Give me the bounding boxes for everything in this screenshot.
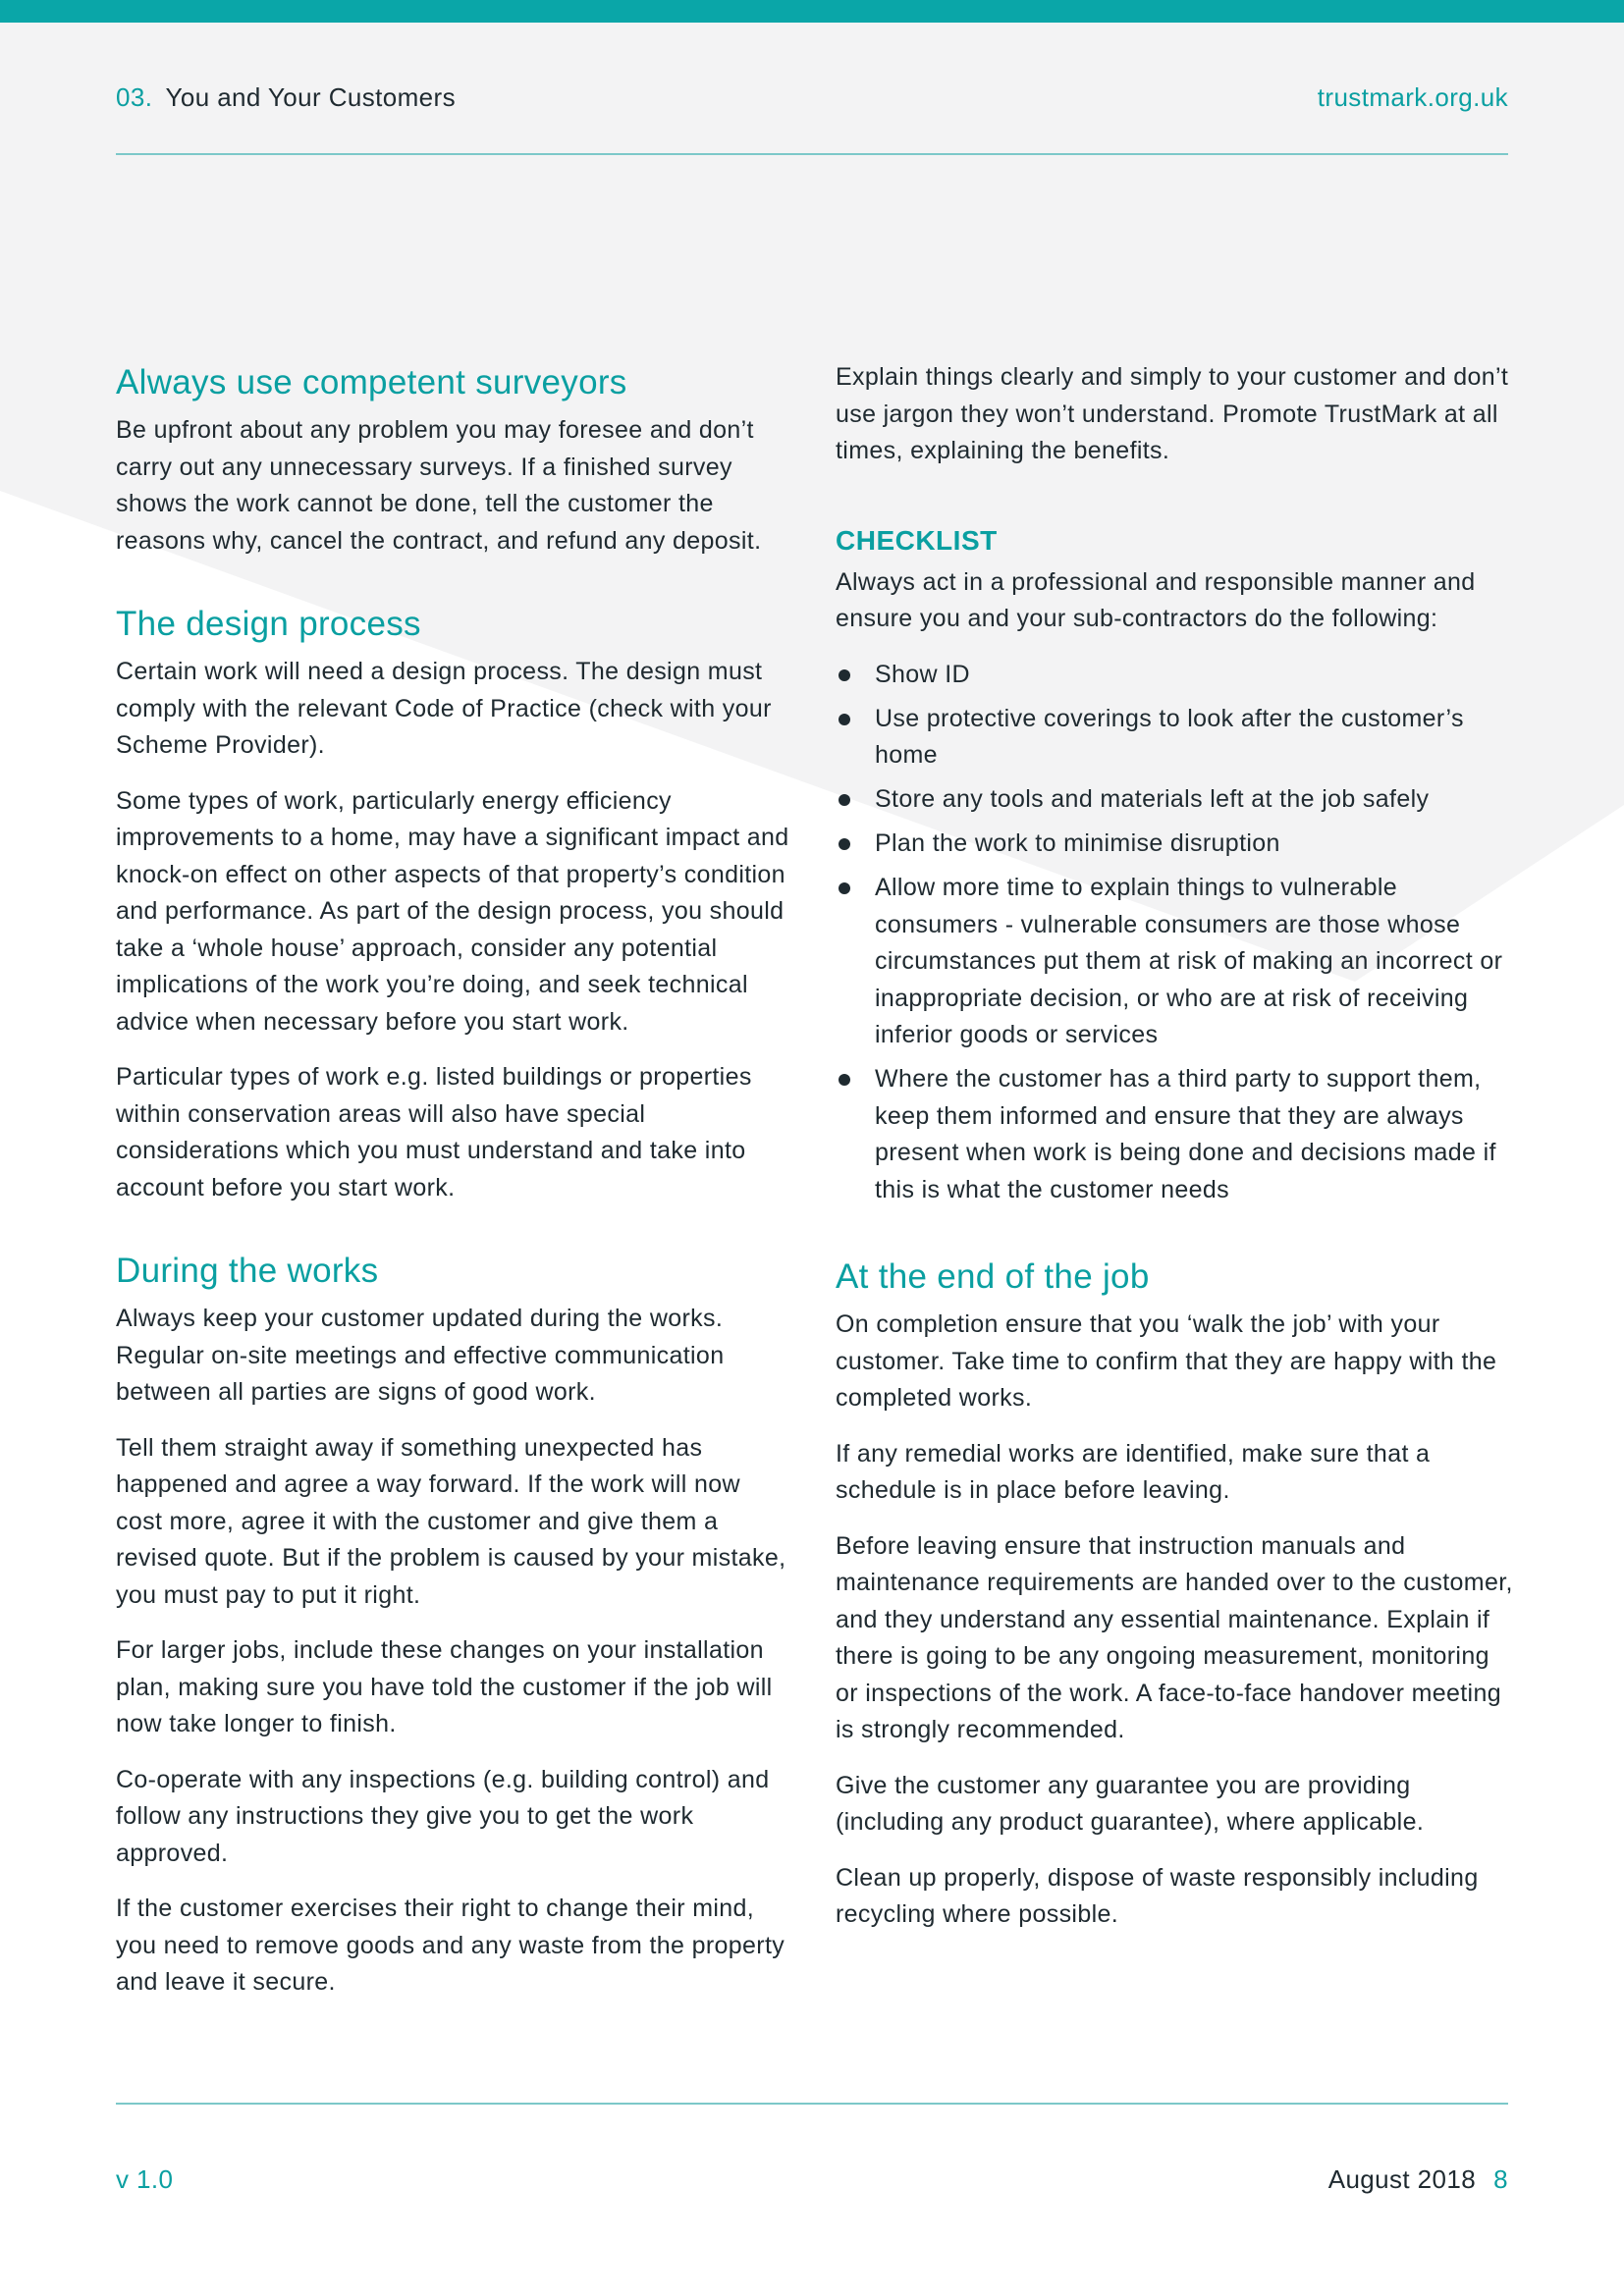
left-column (116, 359, 793, 2043)
checklist-intro: Always act in a professional and responsible manner and ensure you and your sub-contractors do the following: (836, 567, 1476, 632)
end-heading: At the end of the job (836, 1257, 1150, 1296)
during-heading: During the works (116, 1252, 379, 1290)
surveyors-paragraph: Be upfront about any problem you may foresee and don’t carry out any unnecessary surveys. If a finished survey shows the work cannot be done, tell the customer the reasons why, cancel the contract, and refund any deposit. (116, 416, 762, 555)
header-section (116, 82, 456, 113)
during-paragraph-1: Always keep your customer updated during the works. Regular on-site meetings and effective communication between all parties are signs of good work. (116, 1305, 725, 1406)
page-number: 8 (1493, 2164, 1508, 2194)
surveyors-heading: Always use competent surveyors (116, 363, 627, 401)
end-paragraph-2: If any remedial works are identified, make sure that a schedule is in place before leaving. (836, 1439, 1431, 1504)
during-paragraph-5: If the customer exercises their right to change their mind, you need to remove goods and any waste from the property and leave it secure. (116, 1895, 785, 1996)
design-heading: The design process (116, 605, 421, 643)
section-number: 03. (116, 82, 153, 112)
intro-paragraph: Explain things clearly and simply to your customer and don’t use jargon they won’t understand. Promote TrustMark at all times, explaining the benefits. (836, 363, 1509, 464)
list-item: Plan the work to minimise disruption (836, 826, 1513, 863)
bullet-icon (839, 794, 850, 806)
surveyors-section (116, 359, 793, 560)
end-paragraph-1: On completion ensure that you ‘walk the job’ with your customer. Take time to confirm that they are happy with the completed works. (836, 1310, 1497, 1412)
footer-right (1328, 2164, 1508, 2195)
end-paragraph-5: Clean up properly, dispose of waste responsibly including recycling where possible. (836, 1863, 1479, 1928)
bullet-icon (839, 714, 850, 725)
version-label: v 1.0 (116, 2164, 174, 2194)
section-title: You and Your Customers (165, 82, 456, 112)
design-paragraph-3: Particular types of work e.g. listed buildings or properties within conservation areas will also have special considerations which you must understand and take into account before you start work. (116, 1063, 752, 1201)
during-section (116, 1248, 793, 2002)
top-accent-bar (0, 0, 1624, 23)
bullet-icon (839, 882, 850, 894)
design-paragraph-2: Some types of work, particularly energy efficiency improvements to a home, may have a significant impact and knock-on effect on other aspects of that property’s condition and performance. As part of the design process, you should take a ‘whole house’ approach, consider any potential implications of the work you’re doing, and seek technical advice when necessary before you start work. (116, 786, 789, 1036)
bullet-icon (839, 1074, 850, 1086)
bullet-icon (839, 838, 850, 850)
page-footer (116, 2103, 1508, 2195)
checklist-list (836, 657, 1513, 1209)
right-column (836, 359, 1513, 1975)
list-item: Use protective coverings to look after the customer’s home (836, 701, 1513, 774)
during-paragraph-4: Co-operate with any inspections (e.g. building control) and follow any instructions they give you to get the work approved. (116, 1765, 770, 1867)
list-item: Allow more time to explain things to vulnerable consumers - vulnerable consumers are those whose circumstances put them at risk of making an incorrect or inappropriate decision, or who are at risk of receiving inferior goods or services (836, 870, 1513, 1054)
during-paragraph-3: For larger jobs, include these changes on your installation plan, making sure you have told the customer if the job will now take longer to finish. (116, 1636, 773, 1737)
end-paragraph-4: Give the customer any guarantee you are providing (including any product guarantee), where applicable. (836, 1771, 1425, 1836)
bullet-icon (839, 669, 850, 681)
checklist-section (836, 521, 1513, 1209)
page-header (116, 82, 1508, 155)
list-item: Where the customer has a third party to support them, keep them informed and ensure that they are always present when work is being done and decisions made if this is what the customer needs (836, 1061, 1513, 1208)
design-paragraph-1: Certain work will need a design process. The design must comply with the relevant Code of Practice (check with your Scheme Provider). (116, 658, 772, 759)
website-link[interactable]: trustmark.org.uk (1317, 82, 1508, 112)
end-paragraph-3: Before leaving ensure that instruction manuals and maintenance requirements are handed over to the customer, and they understand any essential maintenance. Explain if there is going to be any ongoing measurement, monitoring or inspections of the work. A face-to-face handover meeting is strongly recommended. (836, 1531, 1513, 1743)
checklist-title: CHECKLIST (836, 524, 998, 556)
date-label: August 2018 (1327, 2164, 1477, 2194)
end-section (836, 1254, 1513, 1934)
list-item: Show ID (836, 657, 1513, 694)
design-section (116, 601, 793, 1206)
during-paragraph-2: Tell them straight away if something unexpected has happened and agree a way forward. If the work will now cost more, agree it with the customer and give them a revised quote. But if the problem is caused by your mistake, you must pay to put it right. (116, 1433, 786, 1609)
list-item: Store any tools and materials left at the job safely (836, 781, 1513, 819)
